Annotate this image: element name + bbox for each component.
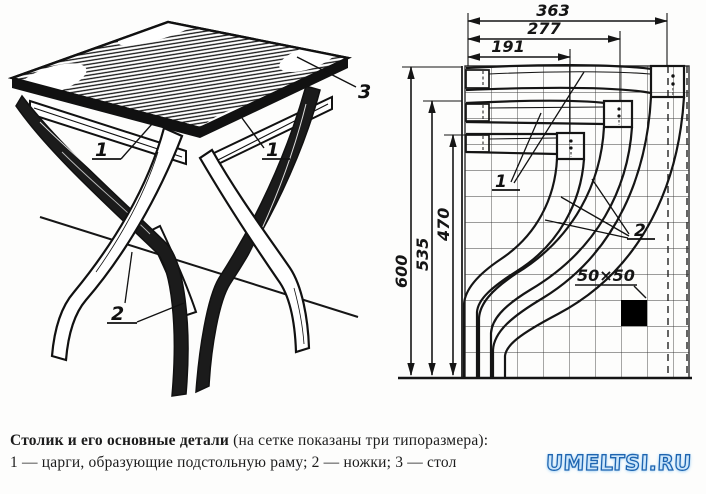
- ground-line: [40, 217, 358, 317]
- tabletop: [0, 0, 400, 160]
- label-1-right: 1: [266, 139, 280, 161]
- dim-363-text: 363: [536, 1, 570, 20]
- cell-size-square: [621, 300, 647, 326]
- dim-191-text: 191: [491, 37, 525, 56]
- dim-600-text: 600: [392, 254, 411, 288]
- label-1-left: 1: [95, 139, 109, 161]
- caption-legend: 1 — царги, образующие подстольную раму; 2 — ножки; 3 — стол: [10, 454, 457, 471]
- dim-470-text: 470: [434, 207, 453, 241]
- grid: [465, 66, 689, 378]
- pattern-label-2: 2: [634, 221, 646, 241]
- caption-title-rest: (на сетке показаны три типоразмера):: [229, 432, 489, 449]
- cell-size-label: 50×50: [577, 266, 635, 285]
- dim-277-text: 277: [527, 19, 561, 38]
- caption-title: [10, 430, 700, 452]
- pattern-figure: [392, 1, 692, 378]
- table-illustration: [0, 0, 400, 396]
- watermark-umeltsi: UMELTSI.RU: [545, 451, 693, 475]
- caption-title-bold: Столик и его основные детали: [10, 432, 230, 449]
- dim-535-text: 535: [413, 237, 432, 271]
- label-3: 3: [358, 81, 372, 103]
- pattern-label-1: 1: [495, 172, 507, 192]
- label-2: 2: [111, 303, 125, 325]
